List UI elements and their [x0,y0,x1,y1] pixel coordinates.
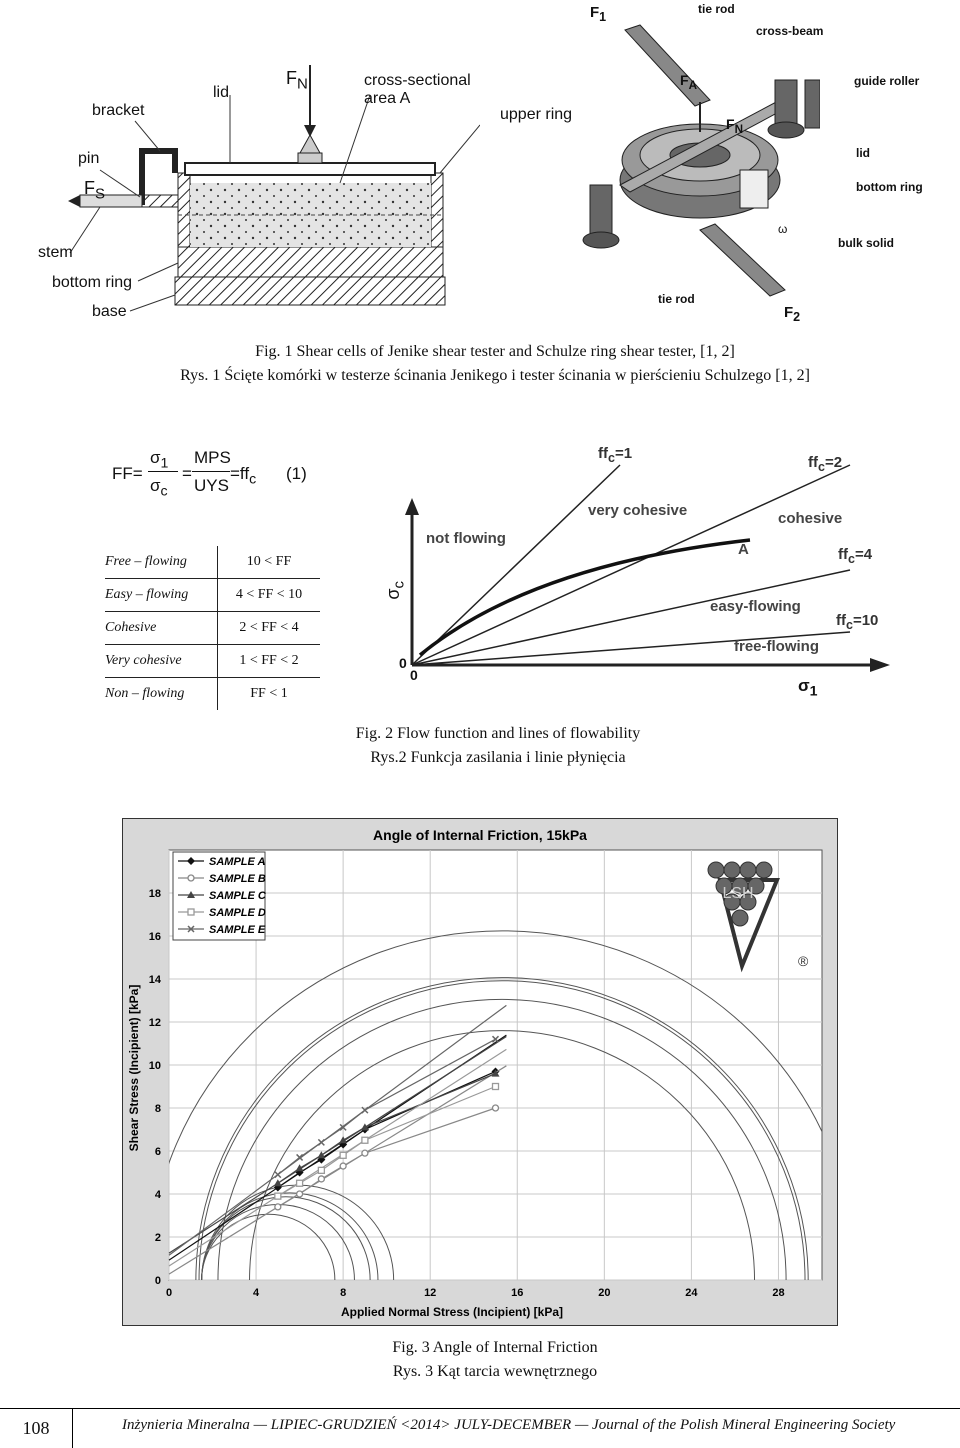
eq-mps: MPS [194,448,231,467]
x-tick-label: 4 [253,1287,260,1299]
table-row: Very cohesive 1 < FF < 2 [105,645,320,678]
fig2-very-cohesive: very cohesive [588,502,688,519]
fig2-origin-x: 0 [410,667,418,683]
label-fn-schulze: $F_N$ [726,116,743,136]
y-tick-label: 8 [154,1103,161,1115]
flow-factor-equation [112,446,332,506]
label-cross-beam: cross-beam [756,24,824,38]
data-point [275,1193,281,1199]
table-row: Easy – flowing 4 < FF < 10 [105,579,320,612]
chart-ylabel: Shear Stress (Incipient) [kPa] [127,984,141,1152]
eq-rhs: $=ff_c$ [230,464,257,488]
y-tick-label: 16 [148,931,161,943]
eq-sigmac: $\sigma_c$ [150,476,168,500]
x-tick-label: 20 [598,1287,611,1299]
label-pin: pin [78,150,100,167]
fig2-curve-a: A [738,541,749,558]
y-tick-label: 4 [154,1189,161,1201]
chart-title: Angle of Internal Friction, 15kPa [373,827,587,843]
journal-title: Inżynieria Mineralna — LIPIEC-GRUDZIEŃ <2014> JULY-DECEMBER — Journal of the Polish Mineral Engineering Society [122,1417,896,1433]
label-bottom-ring: bottom ring [52,274,133,291]
label-fs: $F_S$ [84,178,106,203]
logo-ball [756,862,772,878]
fig2-line-ffc4: $ff_c=4$ [838,546,873,566]
label-tie-rod-bottom: tie rod [658,292,695,306]
label-bracket: bracket [92,102,145,119]
chart-xlabel: Applied Normal Stress (Incipient) [kPa] [340,1305,564,1319]
eq-equals: = [182,464,192,483]
page-footer [0,1408,960,1448]
label-lid-schulze: lid [856,146,870,160]
fig2-x-axis: $\sigma_1$ [798,676,818,700]
data-point [318,1176,324,1182]
fig2-caption-en: Fig. 2 Flow function and lines of flowability [355,725,641,742]
label-lid: lid [213,84,230,101]
data-point [275,1204,281,1210]
y-tick-label: 14 [148,974,161,986]
logo-ball [708,862,724,878]
label-guide-roller: guide roller [854,74,920,88]
label-fa: $F_A$ [680,72,697,92]
label-base: base [92,303,127,320]
fig2-caption-pl: Rys.2 Funkcja zasilania i linie płynięcia [370,749,626,766]
fig2-line-ffc2: $ff_c=2$ [808,454,843,474]
legend-entry: SAMPLE C [209,890,266,902]
fig2-easy-flowing: easy-flowing [710,598,801,615]
data-point [297,1180,303,1186]
data-point [297,1191,303,1197]
fig1-caption-en: Fig. 1 Shear cells of Jenike shear tester and Schulze ring shear tester, [1, 2] [255,343,735,360]
fig2-origin-y: 0 [399,655,407,671]
label-cross-sectional: cross-sectional area A [364,72,471,107]
schulze-ring-shear-diagram [580,20,820,320]
x-tick-label: 0 [165,1287,173,1299]
fig2-line-ffc1: $ff_c=1$ [598,445,633,465]
fig1-caption-pl: Rys. 1 Ścięte komórki w testerze ścinania Jenikego i tester ścinania w pierścieniu Schulzego [1, 2] [180,367,810,384]
x-tick-label: 16 [511,1287,524,1299]
fig2-cohesive: cohesive [778,510,843,527]
fig3-caption-pl: Rys. 3 Kąt tarcia wewnętrznego [392,1363,598,1380]
label-bulk-solid: bulk solid [838,236,895,250]
fig2-free-flowing: free-flowing [734,638,819,655]
label-stem: stem [38,244,73,261]
chart-legend [173,852,267,940]
label-f2: $F_2$ [784,304,801,324]
lsh-logo-text: LSH [722,885,754,902]
table-row: Non – flowing FF < 1 [105,678,320,711]
page-number: 108 [0,1409,73,1448]
data-point [362,1137,368,1143]
label-tie-rod-top: tie rod [698,2,735,16]
y-tick-label: 6 [154,1146,161,1158]
table-row: Cohesive 2 < FF < 4 [105,612,320,645]
legend-entry: SAMPLE E [209,924,266,936]
data-point [318,1167,324,1173]
logo-ball [740,862,756,878]
legend-entry: SAMPLE B [209,873,266,885]
x-tick-label: 8 [340,1287,347,1299]
registered-mark: ® [798,953,809,969]
eq-lhs: FF= [112,464,143,483]
data-point [493,1105,499,1111]
data-point [340,1163,346,1169]
x-tick-label: 12 [424,1287,437,1299]
fig3-caption-en: Fig. 3 Angle of Internal Friction [392,1339,598,1356]
y-tick-label: 2 [154,1232,161,1244]
y-tick-label: 0 [154,1275,161,1287]
x-tick-label: 28 [772,1287,785,1299]
angle-internal-friction-chart [122,818,838,1326]
label-f1: $F_1$ [590,4,607,24]
x-tick-label: 24 [685,1287,698,1299]
data-point [362,1150,368,1156]
label-fn: $F_N$ [286,68,308,93]
y-tick-label: 18 [148,888,161,900]
legend-marker [188,909,194,915]
eq-sigma1: $\sigma_1$ [150,448,169,472]
fig2-line-ffc10: $ff_c=10$ [836,612,879,632]
fig2-y-axis: $\sigma_c$ [383,580,408,600]
eq-uys: UYS [194,476,229,495]
fig2-not-flowing: not flowing [426,530,506,547]
label-omega: ω [778,222,788,236]
legend-entry: SAMPLE D [209,907,266,919]
data-point [493,1084,499,1090]
logo-ball [724,862,740,878]
y-tick-label: 10 [148,1060,161,1072]
data-point [340,1152,346,1158]
table-row: Free – flowing 10 < FF [105,546,320,579]
legend-entry: SAMPLE A [209,856,266,868]
label-bottom-ring-schulze: bottom ring [856,180,923,194]
flow-function-diagram [380,440,900,710]
legend-marker [188,875,194,881]
logo-ball [732,910,748,926]
eq-number: (1) [286,464,307,483]
label-upper-ring: upper ring [500,106,573,123]
flowability-table [105,546,320,710]
y-tick-label: 12 [148,1017,161,1029]
